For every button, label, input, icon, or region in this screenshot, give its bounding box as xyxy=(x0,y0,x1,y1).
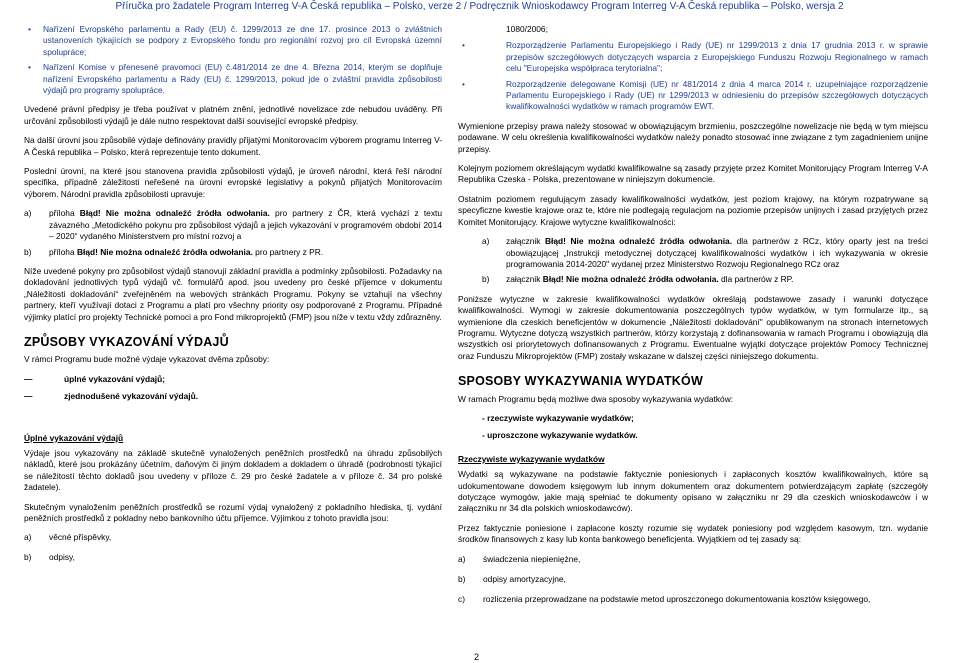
paragraph: Poslední úrovní, na které jsou stanovena pravidla způsobilosti výdajů, je úroveň národní, která řeší národní specifika, případně záležitosti neřešené na úrovni evropské legislativy a pokynů přijatých Monitorovacím výborem. Národní pravidla způsobilosti upravuje: xyxy=(24,166,442,199)
list-item xyxy=(458,594,928,605)
list-item xyxy=(458,274,928,285)
list-item: — úplné vykazování výdajů; xyxy=(24,374,442,385)
polish-legal-list xyxy=(458,40,928,112)
list-label: b) xyxy=(24,246,32,257)
paragraph: Skutečným vynaložením peněžních prostředků se rozumí výdaj vynaložený z pokladního hlediska, tj. vydání peněžních prostředků z pokladny nebo bankovního účtu příjemce. Výjimkou z tohoto pravidla jsou: xyxy=(24,501,442,523)
paragraph: Uvedené právní předpisy je třeba používat v platném znění, jednotlivé novelizace zde nebudou uváděny. Při určování způsobilosti výdajů je dále nutno respektovat další související evropské předpisy. xyxy=(24,104,442,126)
list-text-post: dla partnerów z RP. xyxy=(718,274,794,285)
list-label: a) xyxy=(458,553,466,564)
reference-error: Błąd! Nie można odnaleźć źródła odwołania. xyxy=(79,208,270,219)
list-item xyxy=(24,552,442,563)
list-item xyxy=(24,208,442,242)
list-item: • Nařízení Komise v přenesené pravomoci (EU) č.481/2014 ze dne 4. Března 2014, kterým se doplňuje nařízení Evropského parlamentu a Rady (EU) č. 1299/2013, pokud jde o zvláštní pravidla způsobilosti výdajů pro programy spolupráce. xyxy=(24,62,442,96)
list-item xyxy=(458,574,928,585)
national-rules-list xyxy=(458,236,928,286)
list-text-pre: příloha xyxy=(49,246,77,257)
paragraph: Przez faktycznie poniesione i zapłacone koszty rozumie się wydatek poniesiony pod względem kasowym, tzn. wydanie środków finansowych z kasy lub konta bankowego beneficjenta. Wyjątkiem od tej zasady są: xyxy=(458,522,928,545)
list-text: rozliczenia przeprowadzane na podstawie metod uproszczonego dokumentowania kosztów księgowego, xyxy=(483,594,871,605)
list-item xyxy=(458,236,928,270)
list-text-post: dla partnerów z RCz, który oparty jest na treści obowiązującej „Instrukcji metodycznej dotyczącej kwalifikowalności wydatków i ich wykazywania w okresie programowania 2014-2020" wydanej przez Ministerstwo Rozwoju Regionalnego RCz oraz xyxy=(506,236,928,269)
reference-error: Błąd! Nie można odnaleźć źródła odwołania. xyxy=(542,274,719,285)
list-text: věcné příspěvky, xyxy=(49,532,112,543)
list-text-pre: příloha xyxy=(49,208,80,219)
polish-column xyxy=(458,24,928,614)
list-item: • Rozporządzenie Parlamentu Europejskiego i Rady (UE) nr 1299/2013 z dnia 17 grudnia 2013 r. w sprawie przepisów szczegółowych dotyczących wsparcia z Europejskiego Funduszu Rozwoju Regionalnego w ramach celu "Europejska współpraca terytorialna"; xyxy=(458,40,928,74)
list-label: b) xyxy=(458,574,466,585)
list-item: • Rozporządzenie delegowane Komisji (UE) nr 481/2014 z dnia 4 marca 2014 r. uzupełniające rozporządzenie Parlamentu Europejskiego i Rady (UE) nr 1299/2013 w odniesieniu do przepisów szczegółowych dotyczących kwalifikowalności wydatków w ramach programów EWT. xyxy=(458,79,928,113)
list-text-post: pro partnery z ČR, která vychází z textu závazného „Metodického pokynu pro způsobilost výdajů a jejich vykazování v programovém období 2014 – 2020“ vydaného Ministerstvem pro místní rozvoj a xyxy=(49,208,442,242)
subsection-heading: Rzeczywiste wykazywanie wydatków xyxy=(458,453,605,464)
list-item xyxy=(458,554,928,565)
list-item xyxy=(24,247,442,258)
national-rules-list xyxy=(24,208,442,258)
list-item: - uproszczone wykazywanie wydatków. xyxy=(482,430,638,441)
reporting-methods-list xyxy=(458,413,928,442)
list-item xyxy=(24,532,442,543)
list-text: odpisy amortyzacyjne, xyxy=(483,574,566,585)
reporting-methods-list xyxy=(24,374,442,403)
list-item: - rzeczywiste wykazywanie wydatków; xyxy=(482,412,634,423)
paragraph: W ramach Programu będą możliwe dwa sposoby wykazywania wydatków: xyxy=(458,393,734,404)
paragraph: 1080/2006; xyxy=(506,24,548,34)
paragraph: Výdaje jsou vykazovány na základě skutečně vynaložených peněžních prostředků na úhradu způsobilých nákladů, které jsou prokázány účetním, daňovým či jiným dokladem a dokladem o úhradě (podrobnosti týkající se náležitostí těchto dokladů jsou uvedeny v příloze č. 29 pro české žadatele a v příloze č. 34 pro polské žadatele). xyxy=(24,447,442,493)
list-text: świadczenia niepieniężne, xyxy=(483,553,581,564)
page-header: Příručka pro žadatele Program Interreg V-A Česká republika – Polsko, verze 2 / Podręcznik Wnioskodawcy Program Interreg V-A Česká republika – Polsko, wersja 2 xyxy=(115,1,844,12)
paragraph: Na další úrovni jsou způsobilé výdaje definovány pravidly přijatými Monitorovacím výborem programu Interreg V-A Česká republika – Polsko, která reprezentuje tento dokument. xyxy=(24,135,442,157)
list-label: b) xyxy=(24,551,32,562)
exceptions-list xyxy=(24,532,442,563)
reference-error: Błąd! Nie można odnaleźć źródła odwołania. xyxy=(545,236,733,247)
list-label: a) xyxy=(482,236,490,247)
list-label: c) xyxy=(458,594,465,605)
czech-column xyxy=(24,24,442,571)
list-item: — zjednodušené vykazování výdajů. xyxy=(24,391,442,402)
exceptions-list xyxy=(458,554,928,606)
paragraph: V rámci Programu bude možné výdaje vykazovat dvěma způsoby: xyxy=(24,354,270,365)
list-text-post: pro partnery z PR. xyxy=(252,246,324,257)
reference-error: Błąd! Nie można odnaleźć źródła odwołania. xyxy=(76,246,253,257)
paragraph: Kolejnym poziomem określającym wydatki kwalifikowalne są zasady przyjęte przez Komitet Monitorujący Program Interreg V-A Republika Czeska - Polska, prezentowane w niniejszym dokumencie. xyxy=(458,163,928,185)
list-text: odpisy, xyxy=(49,551,75,562)
list-text-pre: załącznik xyxy=(506,236,545,247)
section-heading: SPOSOBY WYKAZYWANIA WYDATKÓW xyxy=(458,374,703,389)
section-heading: ZPŮSOBY VYKAZOVÁNÍ VÝDAJŮ xyxy=(24,334,229,349)
page-number: 2 xyxy=(474,652,480,662)
subsection-heading: Úplné vykazování výdajů xyxy=(24,432,124,443)
czech-legal-list xyxy=(24,24,442,96)
list-text-pre: załącznik xyxy=(506,274,543,285)
list-item: • Nařízení Evropského parlamentu a Rady (EU) č. 1299/2013 ze dne 17. prosince 2013 o zvláštních ustanoveních týkajících se podpory z Evropského fondu pro regionální rozvoj pro cíl Evropská územní spolupráce; xyxy=(24,24,442,58)
paragraph: Wymienione przepisy prawa należy stosować w obowiązującym brzmieniu, poszczególne nowelizacje nie będą w tym miejscu podawane. W celu określenia kwalifikowalności wydatków należy ponadto stosować inne związane z tym zagadnieniem unijne przepisy. xyxy=(458,120,928,154)
paragraph: Poniższe wytyczne w zakresie kwalifikowalności wydatków określają podstawowe zasady i warunki dotyczące kwalifikowalności. Wymogi w zakresie dokumentowania poszczególnych typów wydatków, w tym formularze itp., są wymienione dla czeskich beneficjentów w dokumencie „Náležitosti dokladování" opublikowanym na stronach internetowych Programu. Wytyczne dotyczą wszystkich partnerów, którzy korzystają z dofinansowania w ramach Programu i obowiązują dla wszystkich osi priorytetowych dofinansowanych z Programu. Ewentualne wyjątki dotyczące projektów Pomocy Technicznej oraz Funduszu Mikroprojektów (FMP) zostały wskazane w dalszej części niniejszego dokumentu. xyxy=(458,293,928,361)
list-label: b) xyxy=(482,274,490,285)
list-label: a) xyxy=(24,532,32,543)
paragraph: Ostatnim poziomem regulującym zasady kwalifikowalności wydatków, jest poziom krajowy, na którym rozpatrywane są specyficzne kwestie krajowe oraz te, które nie podlegają regulacjom na poziomie przepisów unijnych i zasad przyjętych przez Komitet Monitorujący. Krajowe wytyczne kwalifikowalności: xyxy=(458,193,928,227)
list-label: a) xyxy=(24,208,32,219)
paragraph: Níže uvedené pokyny pro způsobilost výdajů stanovují základní pravidla a podmínky způsobilosti. Požadavky na dokladování jednotlivých typů výdajů vč. formulářů apod. jsou uvedeny pro české příjemce v dokumentu „Náležitosti dokladování“ zveřejněném na webových stránkách Programu. Pokyny se vztahují na všechny partnery, kteří využívají dotaci z Programu a platí pro všechny priority osy podporované z Programu. Případné výjimky platící pro projekty Technické pomoci a pro Fond mikroprojektů (FMP) jsou níže v textu vždy zdůrazněny. xyxy=(24,265,442,322)
paragraph: Wydatki są wykazywane na podstawie faktycznie poniesionych i zapłaconych kosztów kwalifikowalnych, które są udokumentowane dowodem księgowym lub innym dokumentem oraz dokumentem potwierdzającym zapłatę (szczegóły dotyczące wymogów, jakie mają spełniać te dokumenty opisano w załączniku nr 29 dla czeskich wnioskodawców i w załączniku nr 34 dla polskich wnioskodawców). xyxy=(458,469,928,514)
